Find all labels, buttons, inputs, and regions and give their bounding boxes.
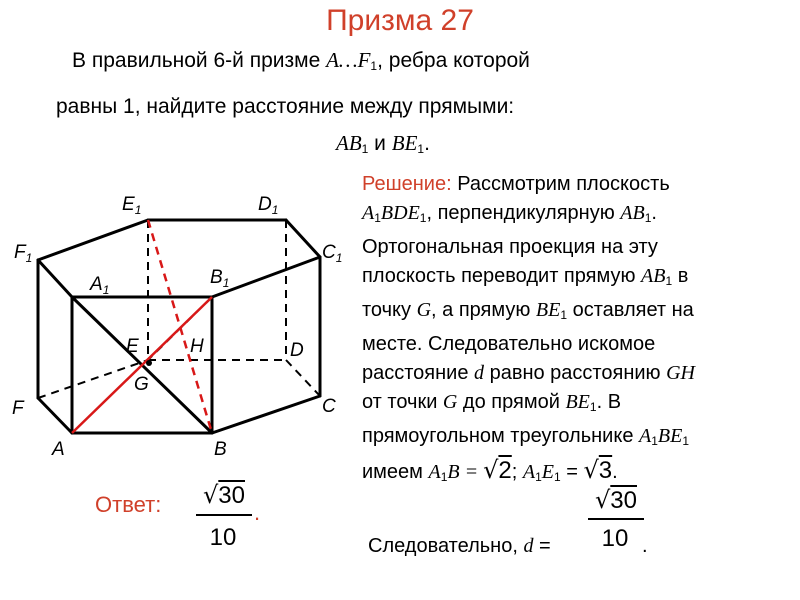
hidden-edges [38, 220, 320, 398]
prism-edges [38, 220, 320, 433]
numerator: 30 [610, 487, 637, 514]
subscript: 1 [417, 142, 425, 156]
answer-denominator: 10 [209, 524, 237, 551]
math: BE [565, 391, 590, 413]
subscript: 1 [370, 59, 378, 73]
label-b: B [214, 439, 227, 460]
problem-line-3 [336, 130, 430, 162]
label-c1: $C_1$ [322, 242, 343, 265]
solution-text: Ортогональная проекция на эту [362, 236, 658, 258]
subscript: 1 [361, 142, 369, 156]
solution-text: прямоугольном треугольнике [362, 425, 639, 447]
math: BE [535, 299, 561, 321]
solution-text: Рассмотрим плоскость [451, 173, 670, 195]
answer-numerator [194, 481, 254, 510]
solution-block [362, 170, 792, 492]
solution-text: имеем [362, 461, 429, 483]
solution-text: Следовательно, [368, 535, 524, 557]
math: AB [641, 265, 666, 287]
math: G [416, 299, 432, 321]
problem-text: . [424, 132, 430, 155]
edge-a1f1 [38, 260, 72, 297]
subscript: 1 [554, 470, 561, 484]
solution-fraction-numerator [586, 486, 646, 515]
problem-line-2 [56, 94, 514, 120]
line-be1: BE [391, 131, 418, 155]
solution-text: в [672, 265, 689, 287]
solution-line [362, 170, 792, 199]
sqrt-icon: √ [203, 481, 219, 509]
label-b1: $B_1$ [210, 267, 230, 290]
solution-line [362, 359, 792, 388]
solution-text: . В [596, 391, 622, 413]
subscript: 1 [535, 470, 542, 484]
solution-text: месте. Следовательно искомое [362, 333, 656, 355]
label-e: E [126, 336, 139, 357]
prism-figure [0, 180, 360, 480]
subscript: 1 [419, 211, 427, 225]
label-d: D [290, 340, 304, 361]
solution-text: до прямой [457, 391, 566, 413]
label-a: A [52, 439, 65, 460]
math: E [541, 461, 555, 483]
label-h: H [190, 336, 204, 357]
sqrt-icon: √ [583, 456, 599, 484]
solution-line [362, 422, 792, 456]
edge-fe-hidden [38, 360, 148, 398]
label-f: F [12, 398, 24, 419]
problem-text: и [368, 132, 392, 155]
solution-text: от точки [362, 391, 443, 413]
solution-text: ; [511, 461, 523, 483]
math: B = [447, 461, 484, 483]
subscript: 1 [589, 400, 597, 414]
sqrt-value: 2 [498, 457, 512, 484]
math: BDE [380, 202, 420, 224]
problem-text: равны 1, найдите расстояние между прямыми: [56, 95, 515, 118]
solution-final-line [368, 532, 551, 561]
edge-d1c1 [286, 220, 320, 257]
solution-text: плоскость переводит прямую [362, 265, 642, 287]
answer-label: Ответ: [95, 492, 162, 517]
solution-text: , перпендикулярную [426, 202, 621, 224]
solution-text: , а прямую [431, 299, 536, 321]
solution-text: = [533, 535, 551, 557]
solution-fraction-denominator: 10 [601, 525, 629, 552]
math: AB [620, 202, 645, 224]
red-lines [72, 220, 212, 433]
solution-label: Решение: [362, 173, 452, 195]
edge-fa [38, 398, 72, 433]
page-title: Призма 27 [326, 4, 474, 37]
solution-final-dot: . [642, 535, 648, 557]
solution-text: = [560, 461, 584, 483]
solution-line [362, 388, 792, 422]
edge-dc-hidden [286, 360, 320, 396]
label-a1: $A_1$ [90, 274, 110, 297]
problem-line-1 [72, 47, 530, 79]
math: GH [666, 362, 695, 384]
label-f1: $F_1$ [14, 242, 33, 265]
subscript: 1 [644, 211, 652, 225]
math: d [523, 535, 534, 557]
math: A [428, 461, 441, 483]
problem-text: В правильной 6-й призме [72, 49, 327, 72]
math: A [522, 461, 536, 483]
label-d1: $D_1$ [258, 194, 279, 217]
subscript: 1 [560, 308, 568, 322]
answer-dot: . [254, 500, 261, 525]
solution-line [362, 199, 792, 233]
solution-text: . [651, 202, 657, 224]
sqrt-value: 3 [598, 457, 613, 484]
subscript: 1 [682, 434, 690, 448]
line-ab1: AB [336, 131, 362, 155]
solution-line [362, 262, 792, 296]
subscript: 1 [651, 434, 658, 448]
solution-text: . [612, 461, 618, 483]
prism-name: A…F [326, 48, 371, 72]
math: d [474, 362, 485, 384]
answer-fraction-bar [196, 514, 252, 516]
subscript: 1 [440, 470, 448, 484]
math: BE [657, 425, 683, 447]
solution-text: расстояние [362, 362, 475, 384]
point-g [146, 360, 152, 366]
solution-line [362, 456, 792, 492]
sqrt-icon: √ [595, 486, 611, 514]
subscript: 1 [374, 211, 381, 225]
math: A [362, 202, 375, 224]
numerator: 30 [218, 482, 245, 509]
solution-text: оставляет на [567, 299, 694, 321]
solution-line [362, 233, 792, 262]
problem-text: , ребра которой [377, 49, 530, 72]
solution-text: точку [362, 299, 417, 321]
math: G [442, 391, 458, 413]
subscript: 1 [665, 274, 673, 288]
edge-bc [212, 396, 320, 433]
label-c: C [322, 396, 336, 417]
sqrt-icon: √ [483, 456, 499, 484]
solution-line [362, 330, 792, 359]
edge-f1e1 [38, 220, 148, 260]
label-g: G [134, 374, 149, 395]
fraction-bar [588, 518, 644, 520]
solution-line [362, 296, 792, 330]
label-e1: $E_1$ [122, 194, 142, 217]
math: A [639, 425, 652, 447]
solution-text: равно расстоянию [484, 362, 667, 384]
